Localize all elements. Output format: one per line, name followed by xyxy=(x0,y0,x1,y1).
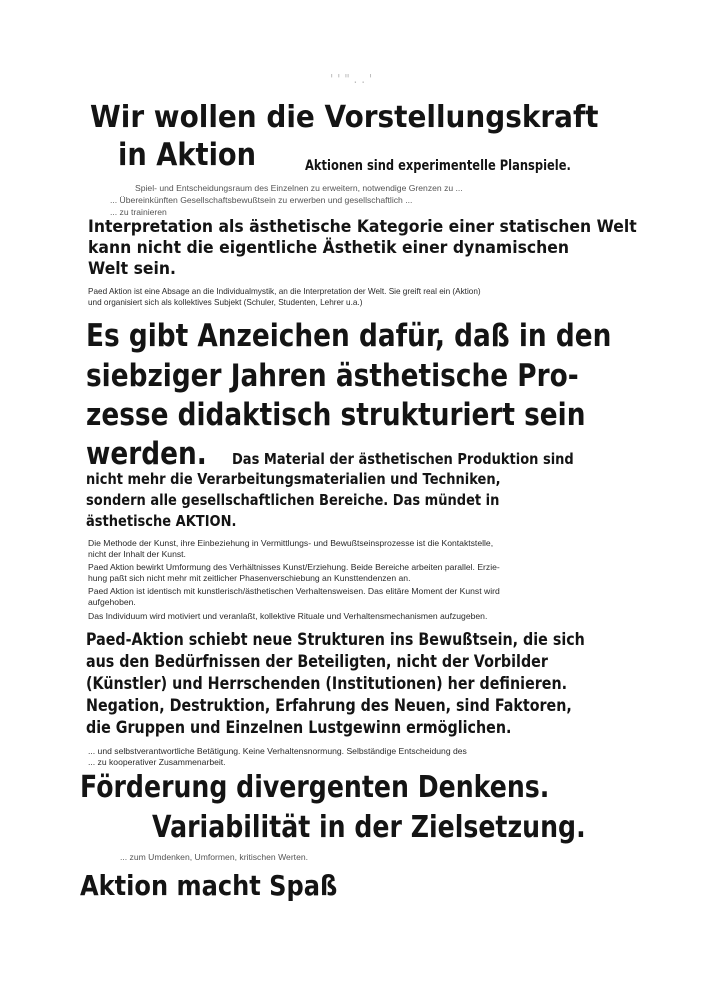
anzeichen-line: Es gibt Anzeichen dafür, daß in den xyxy=(86,318,612,354)
strukturen-line: die Gruppen und Einzelnen Lustgewinn ermöglichen. xyxy=(86,718,512,738)
intro-small-line: ... zu trainieren xyxy=(110,207,167,217)
methode-small-line: Das Individuum wird motiviert und veranlaßt, kollektive Rituale und Verhaltensmechanismen aufzugeben. xyxy=(88,611,488,621)
headline-line-1: Wir wollen die Vorstellungskraft xyxy=(90,100,599,135)
headline-subtitle: Aktionen sind experimentelle Planspiele. xyxy=(305,158,571,174)
foerderung-small-line: ... zu kooperativer Zusammenarbeit. xyxy=(88,757,226,767)
strukturen-line: Negation, Destruktion, Erfahrung des Neuen, sind Faktoren, xyxy=(86,696,572,716)
material-line: nicht mehr die Verarbeitungsmaterialien und Techniken, xyxy=(86,470,501,488)
closing-line: Aktion macht Spaß xyxy=(80,869,338,902)
intro-small-line: Spiel- und Entscheidungsraum des Einzelnen zu erweitern, notwendige Grenzen zu ... xyxy=(135,183,463,193)
methode-small-line: Die Methode der Kunst, ihre Einbeziehung in Vermittlungs- und Bewußtseinsprozesse ist die Kontaktstelle, xyxy=(88,538,494,548)
methode-small-line: Paed Aktion ist identisch mit kunstlerisch/ästhetischen Verhaltensweisen. Das elitäre Moment der Kunst wird xyxy=(88,586,500,596)
material-line: Das Material der ästhetischen Produktion sind xyxy=(232,450,574,468)
absage-small-line: und organisiert sich als kollektives Subjekt (Schuler, Studenten, Lehrer u.a.) xyxy=(88,298,363,307)
interpretation-line: kann nicht die eigentliche Ästhetik einer dynamischen xyxy=(88,238,570,258)
interpretation-line: Welt sein. xyxy=(88,259,176,279)
print-specks: ' ' " . . ' xyxy=(330,72,373,86)
anzeichen-line: zesse didaktisch strukturiert sein xyxy=(86,397,586,433)
anzeichen-line: siebziger Jahren ästhetische Pro- xyxy=(86,358,579,394)
foerderung-line: Förderung divergenten Denkens. xyxy=(80,770,550,805)
absage-small-line: Paed Aktion ist eine Absage an die Individualmystik, an die Interpretation der Welt. Sie greift real ein (Aktion) xyxy=(88,287,481,296)
headline-line-2: in Aktion xyxy=(118,137,257,173)
anzeichen-line: werden. xyxy=(86,436,207,472)
material-line: sondern alle gesellschaftlichen Bereiche. Das mündet in xyxy=(86,491,500,509)
strukturen-line: Paed-Aktion schiebt neue Strukturen ins Bewußtsein, die sich xyxy=(86,630,585,650)
strukturen-line: aus den Bedürfnissen der Beteiligten, nicht der Vorbilder xyxy=(86,652,548,672)
foerderung-line: Variabilität in der Zielsetzung. xyxy=(152,810,586,845)
umdenken-small-line: ... zum Umdenken, Umformen, kritischen Werten. xyxy=(120,852,309,862)
material-line: ästhetische AKTION. xyxy=(86,512,237,530)
methode-small-line: aufgehoben. xyxy=(88,597,136,607)
strukturen-line: (Künstler) und Herrschenden (Institutionen) her definieren. xyxy=(86,674,568,694)
methode-small-line: hung paßt sich nicht mehr mit zeitlicher Phasenverschiebung an Kunsttendenzen an. xyxy=(88,573,411,583)
interpretation-line: Interpretation als ästhetische Kategorie einer statischen Welt xyxy=(88,217,637,237)
methode-small-line: nicht der Inhalt der Kunst. xyxy=(88,549,186,559)
intro-small-line: ... Übereinkünften Gesellschaftsbewußtsein zu erwerben und gesellschaftlich ... xyxy=(110,195,413,205)
foerderung-small-line: ... und selbstverantwortliche Betätigung. Keine Verhaltensnormung. Selbständige Entscheidung des xyxy=(88,746,467,756)
methode-small-line: Paed Aktion bewirkt Umformung des Verhältnisses Kunst/Erziehung. Beide Bereiche arbeiten parallel. Erzie- xyxy=(88,562,500,572)
